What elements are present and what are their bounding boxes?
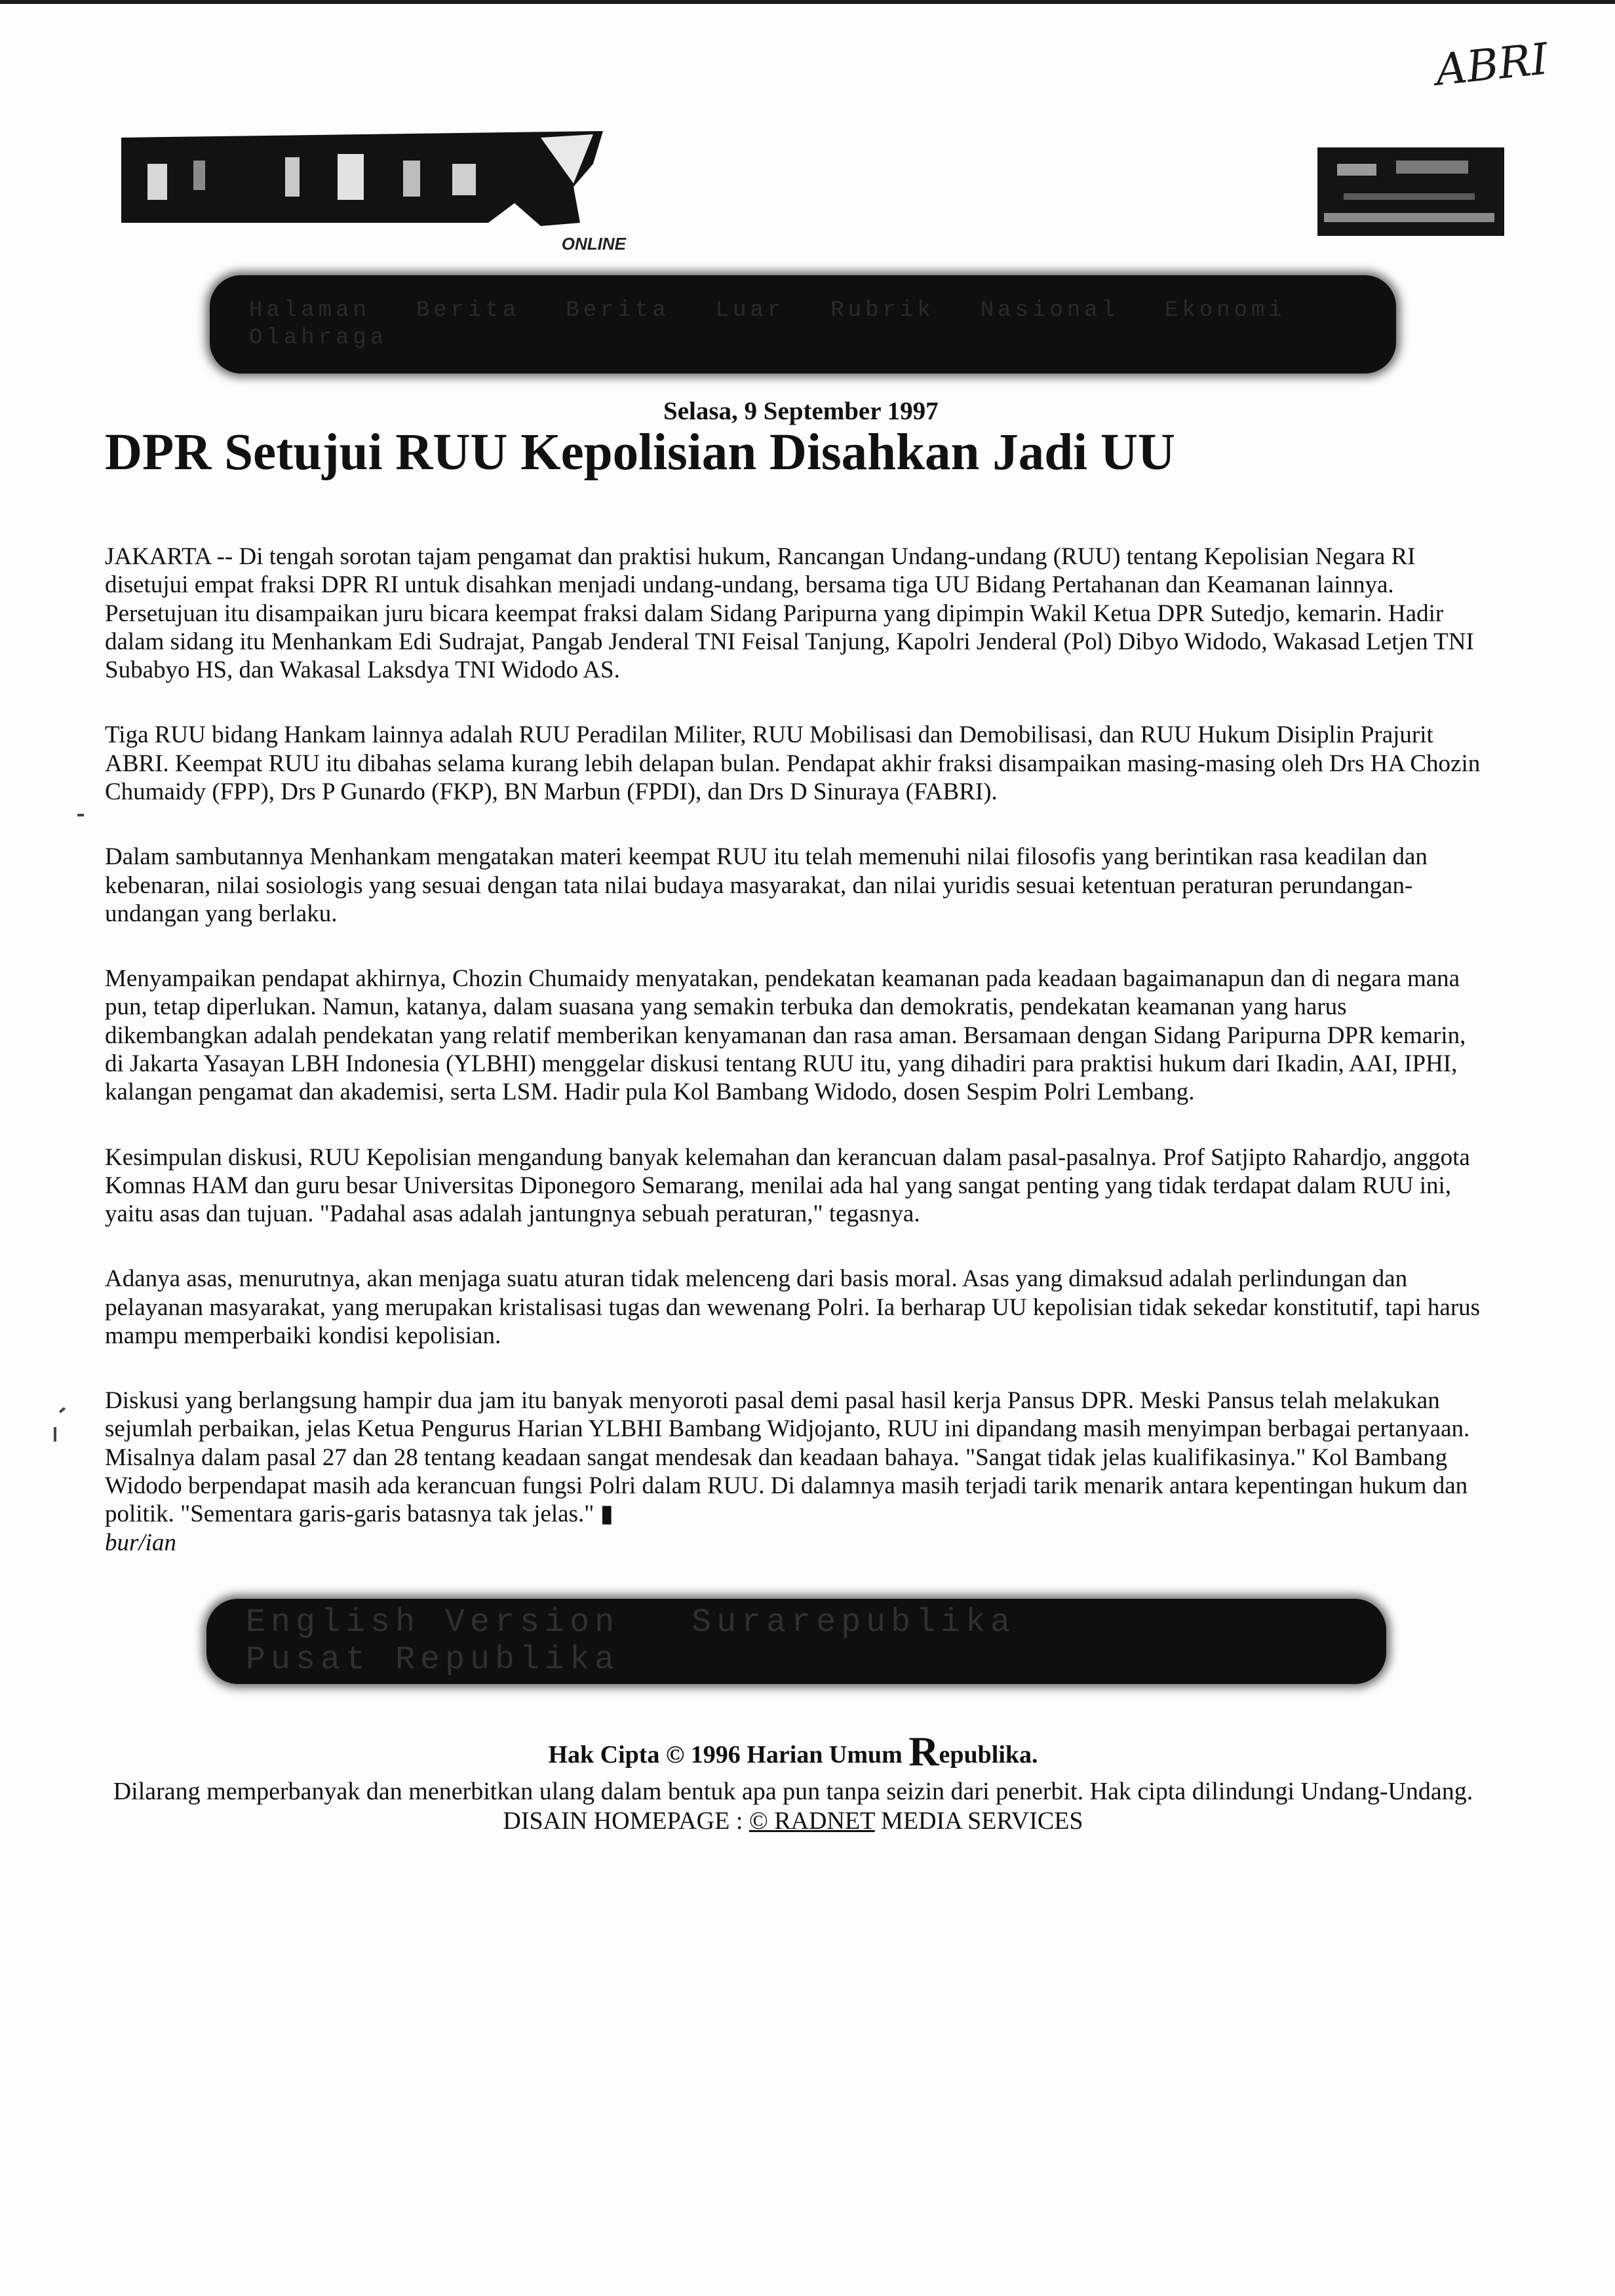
article-paragraph: JAKARTA -- Di tengah sorotan tajam pengamat dan praktisi hukum, Rancangan Undang-undang (RUU) tentang Kepolisian Negara RI disetujui empat fraksi DPR RI untuk disahkan menjadi undang-undang, bersama tiga UU Bidang Pertahanan dan Keamanan lainnya. Persetujuan itu disampaikan juru bicara keempat fraksi dalam Sidang Paripurna yang dipimpin Wakil Ketua DPR Sutedjo, kemarin. Hadir dalam sidang itu Menhankam Edi Sudrajat, Pangab Jenderal TNI Feisal Tanjung, Kapolri Jenderal (Pol) Dibyo Widodo, Wakasad Letjen TNI Subabyo HS, dan Wakasal Laksdya TNI Widodo AS. (105, 543, 1474, 684)
article-paragraph: Tiga RUU bidang Hankam lainnya adalah RUU Peradilan Militer, RUU Mobilisasi dan Demobilisasi, dan RUU Hukum Disiplin Prajurit ABRI. Keempat RUU itu dibahas selama kurang lebih delapan bulan. Pendapat akhir fraksi disampaikan masing-masing oleh Drs HA Chozin Chumaidy (FPP), Drs P Gunardo (FKP), BN Marbun (FPDI), dan Drs D Sinuraya (FABRI). (105, 721, 1481, 805)
republika-logo-icon (121, 124, 606, 242)
handwritten-annotation: ABRI (1433, 33, 1551, 96)
nav-link[interactable]: Ekonomi (1164, 298, 1286, 323)
nav-link[interactable]: Nasional (980, 298, 1119, 323)
scan-speck (77, 814, 84, 816)
copyright-initial: R (908, 1728, 939, 1774)
article-title: DPR Setujui RUU Kepolisian Disahkan Jadi UU (105, 424, 1175, 481)
copyright-line (105, 1727, 1481, 1777)
scan-top-edge (0, 0, 1615, 4)
article-paragraph: Kesimpulan diskusi, RUU Kepolisian mengandung banyak kelemahan dan kerancuan dalam pasal-pasalnya. Prof Satjipto Rahardjo, anggota Komnas HAM dan guru besar Universitas Diponegoro Semarang, menilai ada hal yang sangat penting yang tidak terdapat dalam RUU ini, yaitu asas dan tujuan. "Padahal asas adalah jantungnya sebuah peraturan," tegasnya. (105, 1143, 1470, 1228)
nav-link[interactable]: Berita (566, 298, 670, 323)
nav-link[interactable]: Halaman (249, 298, 370, 323)
article-byline: bur/ian (105, 1529, 176, 1556)
masthead[interactable] (121, 124, 626, 254)
nav-link[interactable]: Berita (416, 298, 520, 323)
bottom-nav-items (206, 1599, 1386, 1684)
radnet-link[interactable]: © RADNET (749, 1807, 875, 1835)
nav-link[interactable]: Luar (715, 298, 785, 323)
scan-speck (54, 1427, 56, 1442)
corner-badge-icon[interactable] (1317, 141, 1504, 239)
article-body (105, 543, 1481, 1594)
homepage-credit-suffix: MEDIA SERVICES (874, 1807, 1083, 1835)
top-nav-items (210, 275, 1396, 373)
nav-link-english-version[interactable]: English Version (246, 1604, 620, 1641)
homepage-credit-prefix: DISAIN HOMEPAGE : (503, 1807, 749, 1835)
copyright-rest: epublika. (939, 1741, 1038, 1769)
article-paragraph: Adanya asas, menurutnya, akan menjaga suatu aturan tidak melenceng dari basis moral. Asas yang dimaksud adalah perlindungan dan pelayanan masyarakat, yang merupakan kristalisasi tugas dan wewenang Polri. Ia berharap UU kepolisian tidak sekedar konstitutif, tapi harus mampu memperbaiki kondisi kepolisian. (105, 1265, 1481, 1349)
article-paragraph: Dalam sambutannya Menhankam mengatakan materi keempat RUU itu telah memenuhi nilai filosofis yang berintikan rasa keadilan dan kebenaran, nilai sosiologis yang sesuai dengan tata nilai budaya masyarakat, dan nilai yuridis sesuai ketentuan peraturan perundangan-undangan yang berlaku. (105, 843, 1428, 927)
nav-link-surarepublika[interactable]: Surarepublika (691, 1604, 1016, 1641)
article-paragraph: Menyampaikan pendapat akhirnya, Chozin Chumaidy menyatakan, pendekatan keamanan pada keadaan bagaimanapun dan di negara mana pun, tetap diperlukan. Namun, katanya, dalam suasana yang semakin terbuka dan demokratis, pendekatan keamanan yang harus dikembangkan adalah pendekatan yang relatif memberikan kenyamanan dan rasa aman. Bersamaan dengan Sidang Paripurna DPR kemarin, di Jakarta Yasayan LBH Indonesia (YLBHI) menggelar diskusi tentang RUU itu, yang dihadiri para praktisi hukum dari Ikadin, AAI, IPHI, kalangan pengamat dan akademisi, serta LSM. Hadir pula Kol Bambang Widodo, dosen Sespim Polri Lembang. (105, 965, 1466, 1106)
copyright-notice: Dilarang memperbanyak dan menerbitkan ulang dalam bentuk apa pun tanpa seizin dari penerbit. Hak cipta dilindungi Undang-Undang. (113, 1777, 1473, 1805)
nav-link[interactable]: Rubrik (830, 298, 935, 323)
bottom-navigation-bar (206, 1599, 1386, 1684)
homepage-credit (105, 1807, 1481, 1837)
page-footer (105, 1727, 1481, 1837)
nav-link-pusat-republika[interactable]: Pusat Republika (246, 1641, 620, 1679)
scan-speck (59, 1407, 66, 1413)
article-date: Selasa, 9 September 1997 (663, 397, 939, 425)
top-navigation-bar (210, 275, 1396, 373)
nav-link[interactable]: Olahraga (249, 326, 388, 351)
article-paragraph: Diskusi yang berlangsung hampir dua jam itu banyak menyoroti pasal demi pasal hasil kerja Pansus DPR. Meski Pansus telah melakukan sejumlah perbaikan, jelas Ketua Pengurus Harian YLBHI Bambang Widjojanto, RUU ini dipandang masih menyimpan berbagai pertanyaan. Misalnya dalam pasal 27 dan 28 tentang keadaan sangat mendesak dan keadaan bahaya. "Sangat tidak jelas kualifikasinya." Kol Bambang Widodo berpendapat masih ada kerancuan fungsi Polri dalam RUU. Di dalamnya masih terjadi tarik menarik antara kepentingan hukum dan politik. "Sementara garis-garis batasnya tak jelas." ▮ (105, 1387, 1470, 1528)
copyright-prefix: Hak Cipta © 1996 Harian Umum (548, 1741, 909, 1769)
masthead-subtitle: ONLINE (561, 234, 626, 254)
